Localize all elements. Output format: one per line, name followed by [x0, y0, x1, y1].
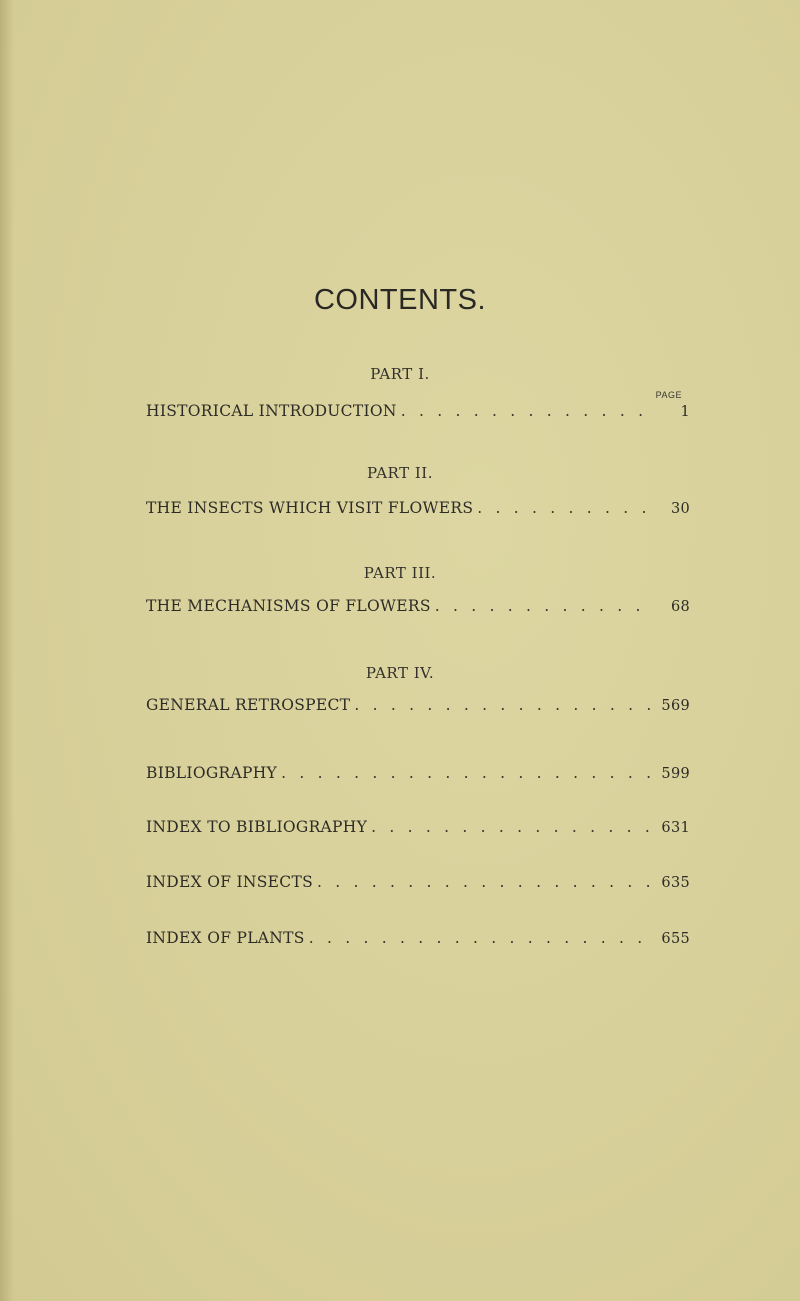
part-heading-3: PART III. [363, 564, 437, 582]
toc-entry-page: 1 [680, 404, 690, 420]
dot-leader [305, 929, 654, 947]
toc-entry-mechanisms-of-flowers[interactable] [146, 597, 690, 615]
toc-entry-index-of-plants[interactable] [146, 929, 690, 947]
dot-leader [313, 873, 654, 891]
toc-entry-page: 635 [661, 875, 690, 891]
toc-entry-label: INDEX OF INSECTS [146, 873, 314, 891]
page-column-label: PAGE [655, 390, 682, 400]
page-title: CONTENTS. [313, 284, 487, 316]
toc-entry-page: 569 [661, 698, 690, 714]
toc-entry-label: INDEX TO BIBLIOGRAPHY [146, 818, 368, 836]
toc-entry-bibliography[interactable] [146, 764, 690, 782]
part-heading-1: PART I. [370, 365, 430, 383]
toc-entry-page: 631 [661, 820, 690, 836]
toc-entry-label: INDEX OF PLANTS [146, 929, 305, 947]
dot-leader [277, 764, 654, 782]
toc-entry-page: 655 [661, 931, 690, 947]
toc-entry-page: 599 [661, 766, 690, 782]
toc-entry-insects-which-visit-flowers[interactable] [146, 499, 690, 517]
part-heading-4: PART IV. [365, 664, 435, 682]
dot-leader [397, 402, 654, 420]
toc-entry-page: 30 [670, 501, 690, 517]
toc-entry-general-retrospect[interactable] [146, 696, 690, 714]
dot-leader [350, 696, 654, 714]
part-heading-2: PART II. [367, 464, 433, 482]
toc-entry-label: HISTORICAL INTRODUCTION [146, 402, 397, 420]
dot-leader [367, 818, 654, 836]
page-edge-shadow [0, 0, 14, 1301]
dot-leader [473, 499, 654, 517]
toc-entry-label: BIBLIOGRAPHY [146, 764, 278, 782]
toc-entry-index-of-insects[interactable] [146, 873, 690, 891]
toc-entry-label: THE MECHANISMS OF FLOWERS [146, 597, 431, 615]
dot-leader [431, 597, 654, 615]
toc-entry-page: 68 [670, 599, 690, 615]
toc-entry-label: THE INSECTS WHICH VISIT FLOWERS [146, 499, 474, 517]
toc-entry-historical-introduction[interactable] [146, 402, 690, 420]
toc-entry-index-to-bibliography[interactable] [146, 818, 690, 836]
toc-entry-label: GENERAL RETROSPECT [146, 696, 351, 714]
